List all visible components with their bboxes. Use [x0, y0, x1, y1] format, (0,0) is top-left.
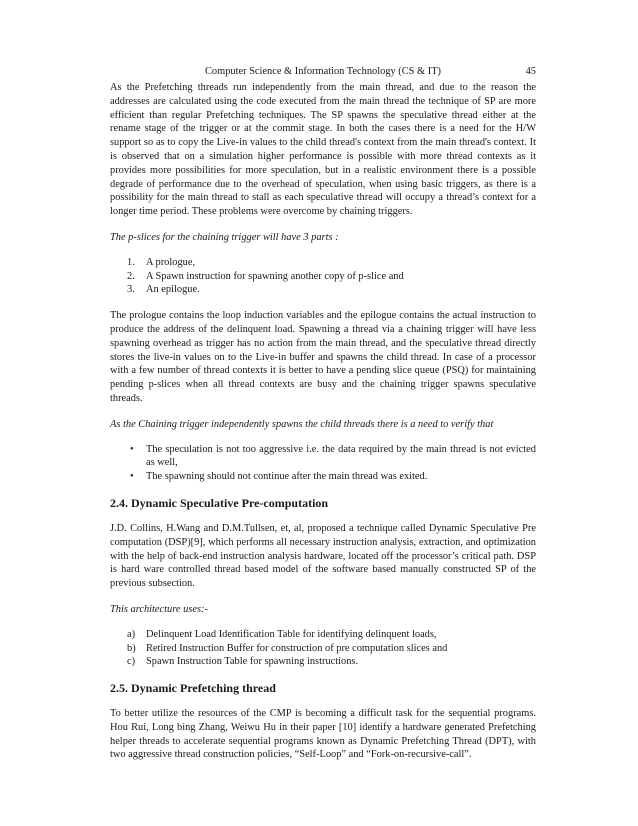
list-item-text: A prologue,: [146, 256, 196, 268]
page-number: 45: [525, 66, 536, 77]
body-text: [110, 81, 536, 774]
list-item-text: The speculation is not too aggressive i.e. the data required by the main thread is not evicted as well,: [146, 443, 536, 469]
verify-intro: As the Chaining trigger independently spawns the child threads there is a need to verify that: [110, 418, 494, 430]
section-heading-2-4: 2.4. Dynamic Speculative Pre-computation: [110, 495, 329, 510]
running-title: Computer Science & Information Technology (CS & IT): [205, 66, 441, 77]
list-marker: 2.: [127, 270, 135, 282]
list-marker: 1.: [127, 256, 135, 268]
bullet-marker: •: [130, 443, 134, 455]
list-item: [110, 628, 536, 642]
list-item-text: A Spawn instruction for spawning another copy of p-slice and: [146, 270, 404, 282]
list-item-text: The spawning should not continue after the main thread was exited.: [146, 471, 428, 483]
section-heading-2-5: 2.5. Dynamic Prefetching thread: [110, 681, 276, 696]
list-item: [110, 470, 536, 484]
list-item: [110, 283, 536, 297]
list-marker: a): [127, 628, 136, 640]
architecture-uses-intro: This architecture uses:-: [110, 603, 208, 615]
list-item: [110, 443, 536, 471]
list-item: [110, 270, 536, 284]
list-marker: c): [127, 656, 136, 668]
list-item-text: An epilogue.: [146, 284, 200, 296]
paragraph-dpt: To better utilize the resources of the CMP is becoming a difficult task for the sequential programs. Hou Rui, Long bing Zhang, Weiwu Hu in their paper [10] identify a hardware generated Prefetching helper threads to accelerate sequential programs known as Dynamic Prefetching Thread (DPT), with two aggressive thread construction policies, “Self-Loop” and “Fork-on-recursive-call”.: [110, 708, 536, 761]
bullet-marker: •: [130, 471, 134, 483]
paragraph-prefetching-threads: As the Prefetching threads run independently from the main thread, and due to the reason the addresses are calculated using the code executed from the main thread the technique of SP are more efficient than regular Prefetching techniques. The SP spawns the speculative thread either at the rename stage of the trigger or at the commit stage. In both the cases there is a need for the H/W support so as to copy the Live-in values to the child thread's context from the main thread's context. It is observed that on a simulation higher performance is possible with more thread contexts as it provides more possibilities for more speculation, but in a realistic environment there is a possible degrade of performance due to the overhead of speculation, when using basic triggers, as there is a possibility for the main thread to stall as each speculative thread will occupy a thread’s context for a longer time period. These problems were overcome by chaining triggers.: [110, 82, 536, 218]
list-item: [110, 655, 536, 669]
paragraph-dsp: J.D. Collins, H.Wang and D.M.Tullsen, et, al, proposed a technique called Dynamic Speculative Pre computation (DSP)[9], which performs all necessary instruction analysis, extraction, and optimization with the help of back-end instruction analysis hardware, located off the processor’s critical path. DSP is hard ware controlled thread based model of the software based manually constructed SP of the previous subsection.: [110, 522, 536, 590]
running-header: [110, 64, 536, 80]
list-item: [110, 642, 536, 656]
list-marker: 3.: [127, 284, 135, 296]
list-item-text: Delinquent Load Identification Table for identifying delinquent loads,: [146, 628, 437, 640]
list-item-text: Retired Instruction Buffer for construction of pre computation slices and: [146, 642, 448, 654]
chaining-parts-list: [110, 256, 536, 297]
paragraph-prologue: The prologue contains the loop induction variables and the epilogue contains the actual instruction to produce the address of the delinquent load. Spawning a thread via a chaining trigger will have less spawning overhead as trigger has no action from the main thread, and the speculative thread directly stores the live-in values on to the Live-in buffer and spawns the child thread. In case of a processor with a few number of thread contexts it is better to have a pending slice queue (PSQ) for maintaining pending p-slices when all thread contexts are busy and the chaining trigger spawns speculative threads.: [110, 310, 536, 404]
verify-list: [110, 443, 536, 484]
list-item-text: Spawn Instruction Table for spawning instructions.: [146, 656, 359, 668]
architecture-uses-list: [110, 628, 536, 669]
list-item: [110, 256, 536, 270]
chaining-parts-intro: The p-slices for the chaining trigger will have 3 parts :: [110, 231, 339, 243]
list-marker: b): [127, 642, 136, 654]
